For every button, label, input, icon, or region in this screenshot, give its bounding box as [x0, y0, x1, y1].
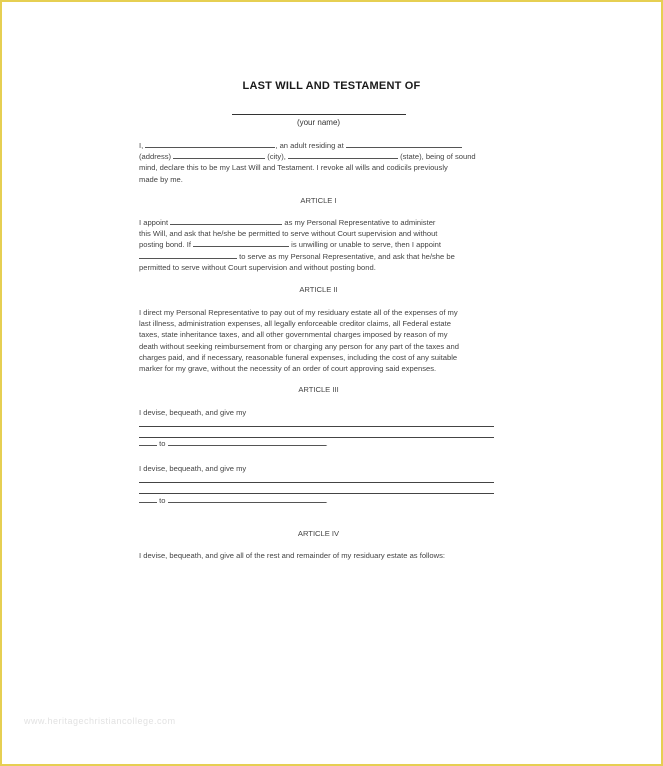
gift-1-line-1[interactable]: [139, 426, 494, 427]
gift-1-item-blank[interactable]: [139, 438, 157, 446]
article-4-paragraph: I devise, bequeath, and give all of the rest and remainder of my residuary estate as follows:: [139, 551, 446, 560]
intro-paragraph: I, , an adult residing at (address) (city), (state), being of sound mind, declare this to be my Last Will and Testament. I revoke all wills and codicils previously made by me.: [139, 141, 476, 184]
document-title: LAST WILL AND TESTAMENT OF: [242, 80, 421, 92]
article-3-heading: ARTICLE III: [298, 385, 339, 394]
gift-2-item-blank[interactable]: [139, 495, 157, 503]
gift-1-recipient: to .: [139, 438, 328, 449]
gift-2-text: I devise, bequeath, and give my: [139, 464, 247, 473]
article-2-paragraph: I direct my Personal Representative to pay out of my residuary estate all of the expenses of my last illness, administration expenses, all legally enforceable creditor claims, all Federal estate taxes, state inheritance taxes, and all other governmental charges imposed by reason of my death without seeking reimbursement from or charging any person for any part of the taxes and charges paid, and if necessary, reasonable funeral expenses, including the cost of any suitable marker for my grave, without the necessity of an order of court approving said expenses.: [139, 308, 459, 374]
gift-1-recipient-blank[interactable]: [168, 438, 326, 446]
watermark-text: www.heritagechristiancollege.com: [24, 716, 176, 726]
address-blank[interactable]: [173, 151, 265, 159]
name-signature-line[interactable]: [232, 114, 406, 115]
article-1-paragraph: I appoint as my Personal Representative to administer this Will, and ask that he/she be permitted to serve without Court supervision and without posting bond. If is unwilling or unable to serve, then I appoint to serve as my Personal Representative, and ask that he/she be permitted to serve without Court supervision and without posting bond.: [139, 218, 455, 272]
gift-2-recipient: to .: [139, 495, 328, 506]
article-1-heading: ARTICLE I: [300, 196, 337, 205]
city-blank[interactable]: [288, 151, 398, 159]
gift-2-line-1[interactable]: [139, 482, 494, 483]
name-blank[interactable]: [145, 140, 275, 148]
name-caption: (your name): [296, 118, 341, 127]
alternate-representative-blank[interactable]: [139, 251, 237, 259]
gift-2-recipient-blank[interactable]: [168, 495, 326, 503]
article-4-heading: ARTICLE IV: [297, 529, 340, 538]
representative-blank[interactable]: [170, 217, 282, 225]
article-2-heading: ARTICLE II: [299, 285, 338, 294]
gift-1-text: I devise, bequeath, and give my: [139, 408, 247, 417]
gift-2-line-2[interactable]: [139, 493, 494, 494]
residence-blank[interactable]: [346, 140, 462, 148]
representative-name-blank[interactable]: [193, 239, 289, 247]
